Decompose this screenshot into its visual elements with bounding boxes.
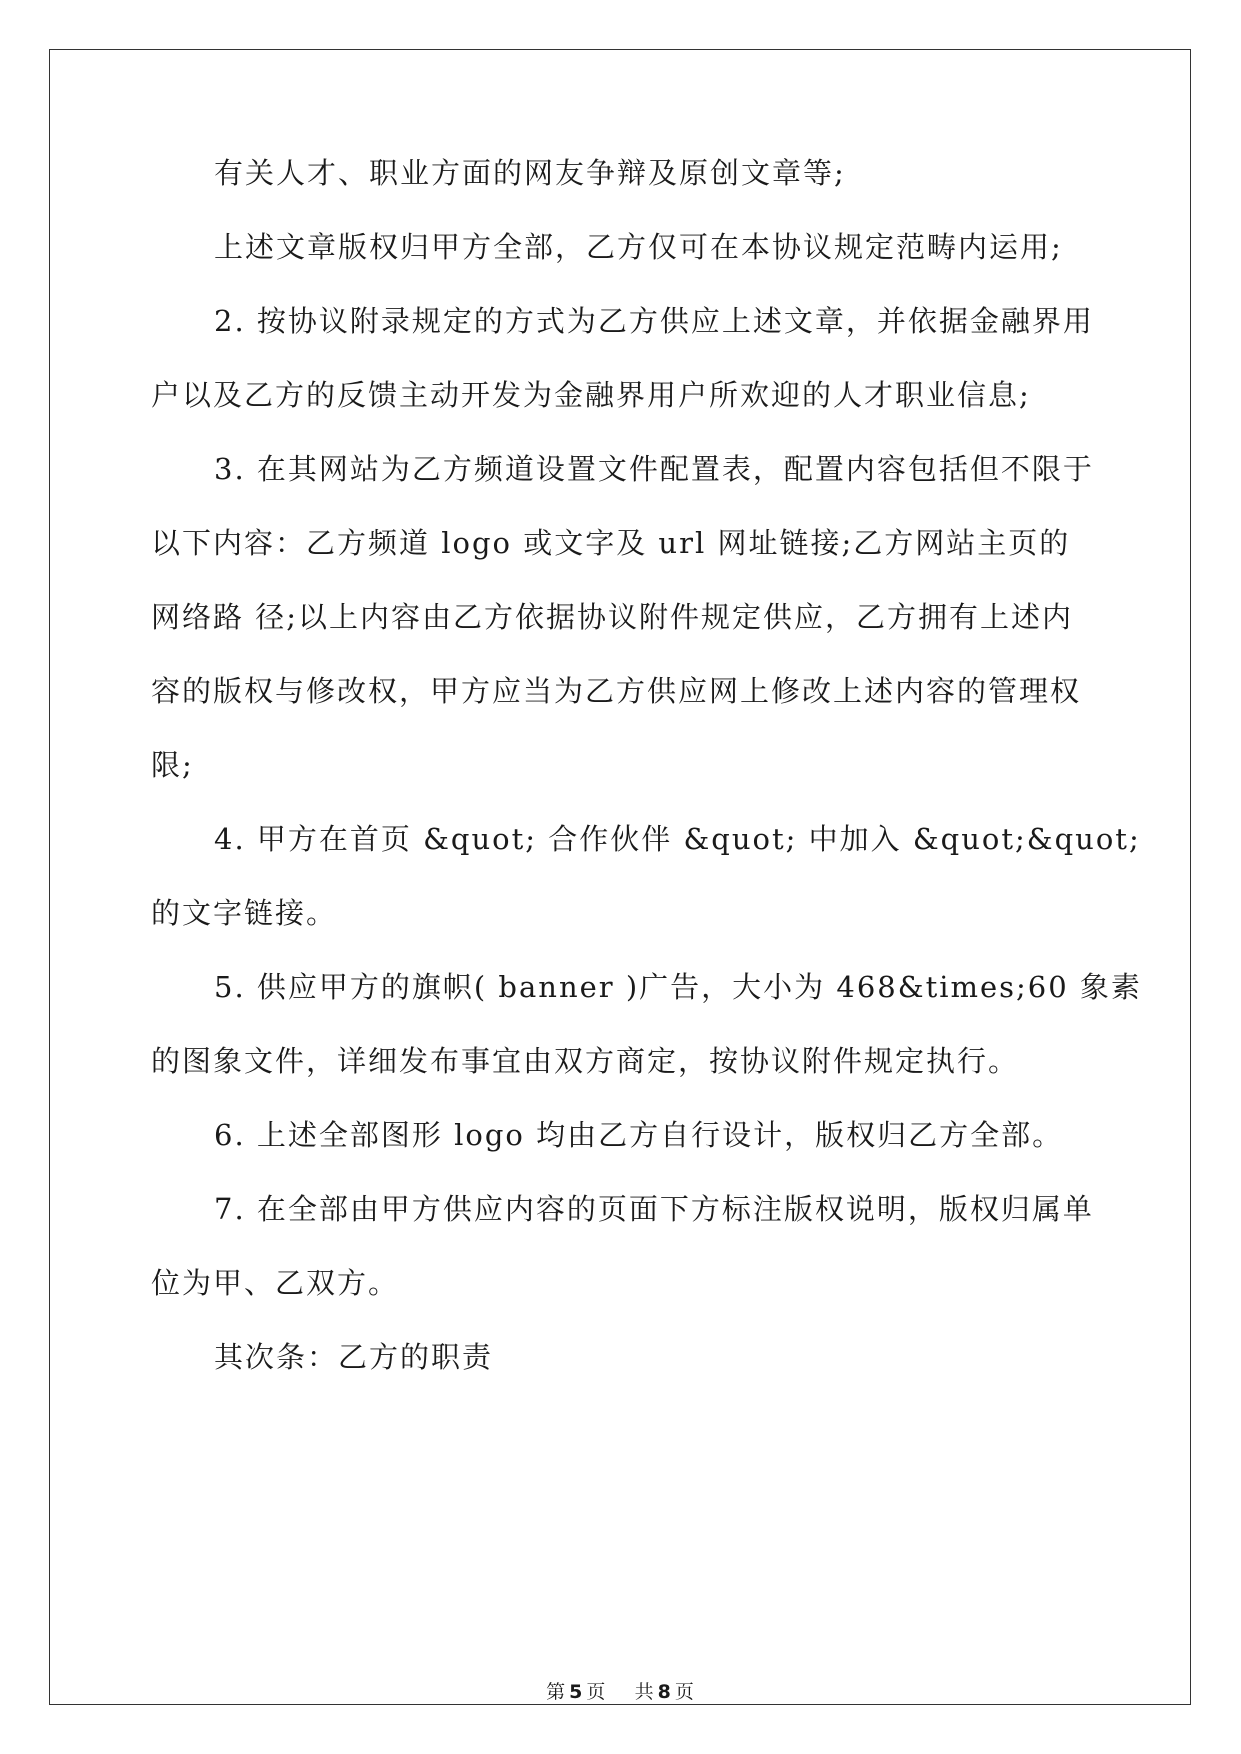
text-line: 容的版权与修改权，甲方应当为乙方供应网上修改上述内容的管理权 [151, 674, 1082, 708]
text-line: 6. 上述全部图形 logo 均由乙方自行设计，版权归乙方全部。 [214, 1118, 1064, 1152]
text-line: 的文字链接。 [151, 896, 338, 930]
footer-total-suffix: 页 [674, 1681, 695, 1703]
section-heading: 其次条：乙方的职责 [214, 1340, 494, 1374]
footer-page-suffix: 页 [586, 1681, 607, 1703]
current-page-number: 5 [569, 1681, 584, 1703]
total-page-count: 8 [657, 1681, 672, 1703]
text-line: 3. 在其网站为乙方频道设置文件配置表，配置内容包括但不限于 [214, 452, 1094, 486]
text-line: 7. 在全部由甲方供应内容的页面下方标注版权说明，版权归属单 [214, 1192, 1094, 1226]
page-footer [0, 1681, 1241, 1703]
text-line: 的图象文件，详细发布事宜由双方商定，按协议附件规定执行。 [151, 1044, 1020, 1078]
text-line: 5. 供应甲方的旗帜( banner )广告，大小为 468&times;60 象素 [214, 970, 1142, 1004]
footer-total-prefix: 共 [634, 1681, 655, 1703]
text-line: 户以及乙方的反馈主动开发为金融界用户所欢迎的人才职业信息; [151, 378, 1031, 412]
text-line: 2. 按协议附录规定的方式为乙方供应上述文章，并依据金融界用 [214, 304, 1094, 338]
text-line: 以下内容：乙方频道 logo 或文字及 url 网址链接;乙方网站主页的 [151, 526, 1071, 560]
page-border [49, 49, 1191, 1705]
text-line: 网络路 径;以上内容由乙方依据协议附件规定供应，乙方拥有上述内 [151, 600, 1073, 634]
footer-prefix: 第 [546, 1681, 567, 1703]
text-line: 上述文章版权归甲方全部，乙方仅可在本协议规定范畴内运用; [214, 230, 1063, 264]
text-line: 限; [151, 748, 194, 782]
text-line: 4. 甲方在首页 &quot; 合作伙伴 &quot; 中加入 &quot;&quot; [214, 822, 1141, 856]
text-line: 有关人才、职业方面的网友争辩及原创文章等; [214, 156, 846, 190]
text-line: 位为甲、乙双方。 [151, 1266, 400, 1300]
